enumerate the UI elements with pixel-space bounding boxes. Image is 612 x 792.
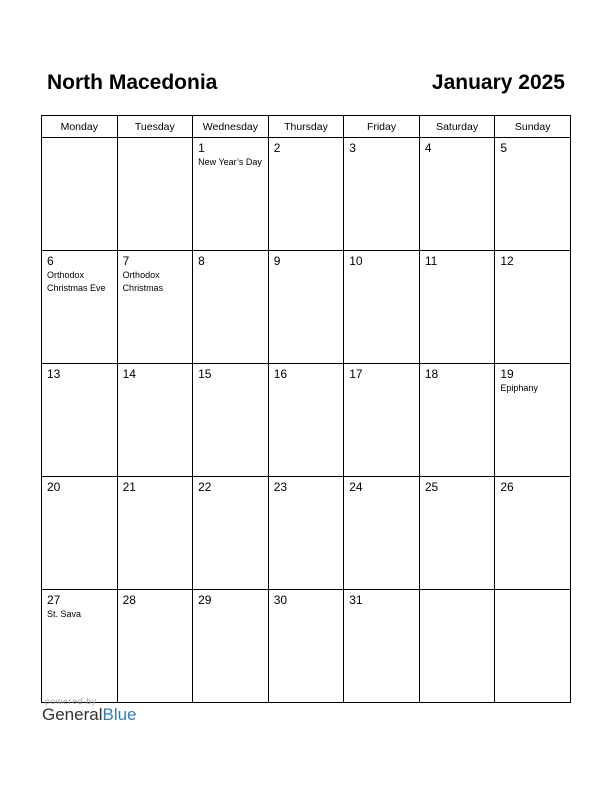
day-number: 23 [273,480,288,494]
day-cell [193,590,269,703]
day-number: 9 [273,254,281,268]
day-cell [344,590,420,703]
weekday-friday: Friday [344,116,420,138]
day-cell [42,364,118,477]
day-cell [193,138,269,251]
logo-blue: Blue [102,705,137,724]
day-number: 15 [198,367,212,381]
day-cell [419,138,495,251]
day-number: 20 [47,480,61,494]
day-number: 11 [424,254,438,268]
day-number: 12 [500,254,514,268]
day-cell [268,477,344,590]
day-number: 29 [198,593,212,607]
day-number: 2 [273,141,281,155]
day-number: 7 [122,254,130,268]
day-cell [193,477,269,590]
day-cell [495,251,571,364]
day-number: 3 [349,141,356,155]
day-number: 31 [349,593,363,607]
day-cell [117,364,193,477]
day-cell [419,364,495,477]
week-row [42,364,571,477]
day-cell [344,251,420,364]
day-cell [117,590,193,703]
day-number: 25 [424,480,439,494]
day-cell [42,138,118,251]
day-number: 6 [47,254,54,268]
weekday-saturday: Saturday [419,116,495,138]
day-cell [419,477,495,590]
day-number: 19 [500,367,514,381]
day-cell [495,590,571,703]
day-cell [268,364,344,477]
weekday-monday: Monday [42,116,118,138]
day-cell [268,590,344,703]
logo-general: General [42,705,103,724]
day-number: 13 [47,367,61,381]
day-number: 1 [198,141,205,155]
day-number: 10 [349,254,363,268]
day-number: 22 [198,480,212,494]
day-number: 24 [349,480,363,494]
country-title: North Macedonia [47,71,218,94]
day-number: 28 [122,593,136,607]
weekday-tuesday: Tuesday [117,116,193,138]
calendar-grid [41,115,571,703]
holiday-label: Epiphany [500,383,538,393]
day-cell [419,590,495,703]
day-cell [42,590,118,703]
day-number: 27 [47,593,61,607]
weekday-thursday: Thursday [268,116,344,138]
day-cell [42,251,118,364]
holiday-label: St. Sava [47,609,82,619]
weekday-header-row [42,116,571,138]
footer-branding [42,696,137,724]
day-cell [344,477,420,590]
week-row [42,477,571,590]
weekday-sunday: Sunday [495,116,571,138]
powered-by-text: powered by [45,696,97,706]
day-cell [419,251,495,364]
day-cell [268,138,344,251]
day-number: 30 [273,593,288,607]
holiday-label: Orthodox Christmas Eve [47,270,106,293]
day-cell [495,364,571,477]
day-number: 18 [424,367,439,381]
week-row [42,138,571,251]
day-number: 14 [122,367,136,381]
week-row [42,251,571,364]
day-number: 8 [198,254,205,268]
day-cell [495,477,571,590]
day-cell [268,251,344,364]
month-year-title: January 2025 [431,71,565,94]
day-cell [344,364,420,477]
calendar-body [42,138,571,703]
day-cell [42,477,118,590]
day-cell [495,138,571,251]
day-number: 4 [424,141,432,155]
day-cell [193,364,269,477]
generalblue-logo[interactable] [42,706,137,724]
holiday-label: Orthodox Christmas [122,270,164,293]
day-cell [117,251,193,364]
day-number: 17 [349,367,363,381]
day-cell [193,251,269,364]
day-cell [117,138,193,251]
day-number: 5 [500,141,508,155]
day-cell [344,138,420,251]
day-number: 21 [122,480,136,494]
day-number: 16 [273,367,288,381]
holiday-label: New Year’s Day [198,157,262,167]
day-number: 26 [500,480,514,494]
week-row [42,590,571,703]
weekday-wednesday: Wednesday [193,116,269,138]
day-cell [117,477,193,590]
